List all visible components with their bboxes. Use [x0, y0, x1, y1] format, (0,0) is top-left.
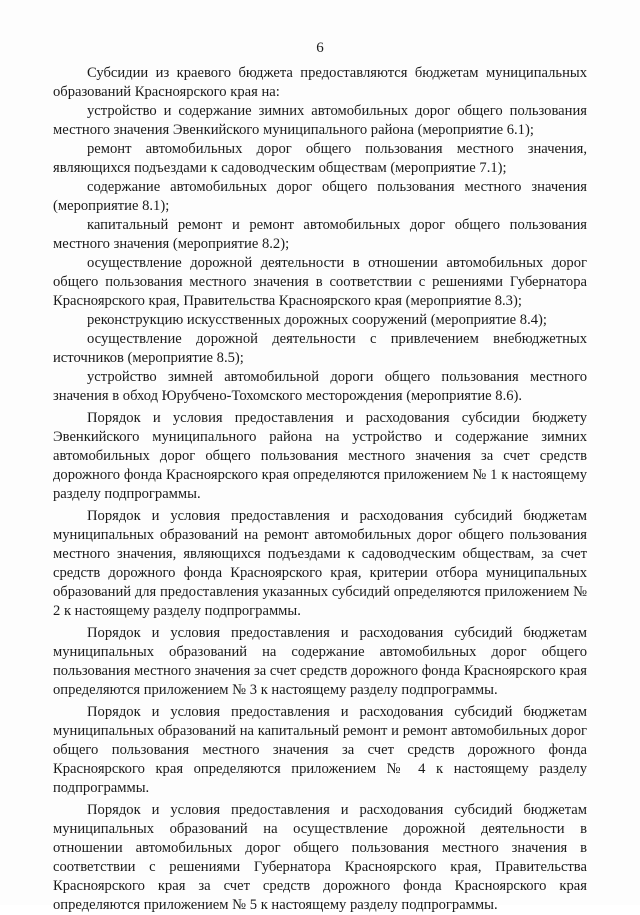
- intro-paragraph: Субсидии из краевого бюджета предоставляются бюджетам муниципальных образований Красноярского края на:: [53, 65, 587, 100]
- document-body: [53, 64, 587, 915]
- procedure-paragraph: Порядок и условия предоставления и расходования субсидий бюджетам муниципальных образований на осуществление дорожной деятельности в отношении автомобильных дорог общего пользования местного значения в соответствии с решениями Губернатора Красноярского края, Правительства Красноярского края за счет средств дорожного фонда Красноярского края определяются приложением № 5 к настоящему разделу подпрограммы.: [53, 802, 587, 913]
- measure-item: устройство и содержание зимних автомобильных дорог общего пользования местного значения Эвенкийского муниципального района (мероприятие 6.1);: [53, 103, 587, 138]
- measure-item: осуществление дорожной деятельности с привлечением внебюджетных источников (мероприятие 8.5);: [53, 331, 587, 366]
- procedure-paragraph: Порядок и условия предоставления и расходования субсидий бюджетам муниципальных образований на содержание автомобильных дорог общего пользования местного значения за счет средств дорожного фонда Красноярского края определяются приложением № 3 к настоящему разделу подпрограммы.: [53, 625, 587, 698]
- measure-item: реконструкцию искусственных дорожных сооружений (мероприятие 8.4);: [87, 312, 547, 328]
- measure-item: устройство зимней автомобильной дороги общего пользования местного значения в обход Юрубчено-Тохомского месторождения (мероприятие 8.6).: [53, 369, 587, 404]
- measure-item: капитальный ремонт и ремонт автомобильных дорог общего пользования местного значения (мероприятие 8.2);: [53, 217, 587, 252]
- measure-item: осуществление дорожной деятельности в отношении автомобильных дорог общего пользования местного значения в соответствии с решениями Губернатора Красноярского края, Правительства Красноярского края (мероприятие 8.3);: [53, 255, 587, 309]
- procedure-paragraph: Порядок и условия предоставления и расходования субсидий бюджетам муниципальных образований на ремонт автомобильных дорог общего пользования местного значения, являющихся подъездами к садоводческим обществам, за счет средств дорожного фонда Красноярского края, критерии отбора муниципальных образований для предоставления указанных субсидий определяются приложением № 2 к настоящему разделу подпрограммы.: [53, 508, 587, 619]
- procedure-paragraph: Порядок и условия предоставления и расходования субсидий бюджетам муниципальных образований на капитальный ремонт и ремонт автомобильных дорог общего пользования местного значения за счет средств дорожного фонда Красноярского края определяются приложением № 4 к настоящему разделу подпрограммы.: [53, 704, 587, 796]
- procedure-paragraph: Порядок и условия предоставления и расходования субсидии бюджету Эвенкийского муниципального района на устройство и содержание зимних автомобильных дорог общего пользования местного значения за счет средств дорожного фонда Красноярского края определяются приложением № 1 к настоящему разделу подпрограммы.: [53, 410, 587, 502]
- measure-item: ремонт автомобильных дорог общего пользования местного значения, являющихся подъездами к садоводческим обществам (мероприятие 7.1);: [53, 141, 587, 176]
- page-number: 6: [316, 40, 324, 56]
- measure-item: содержание автомобильных дорог общего пользования местного значения (мероприятие 8.1);: [53, 179, 587, 214]
